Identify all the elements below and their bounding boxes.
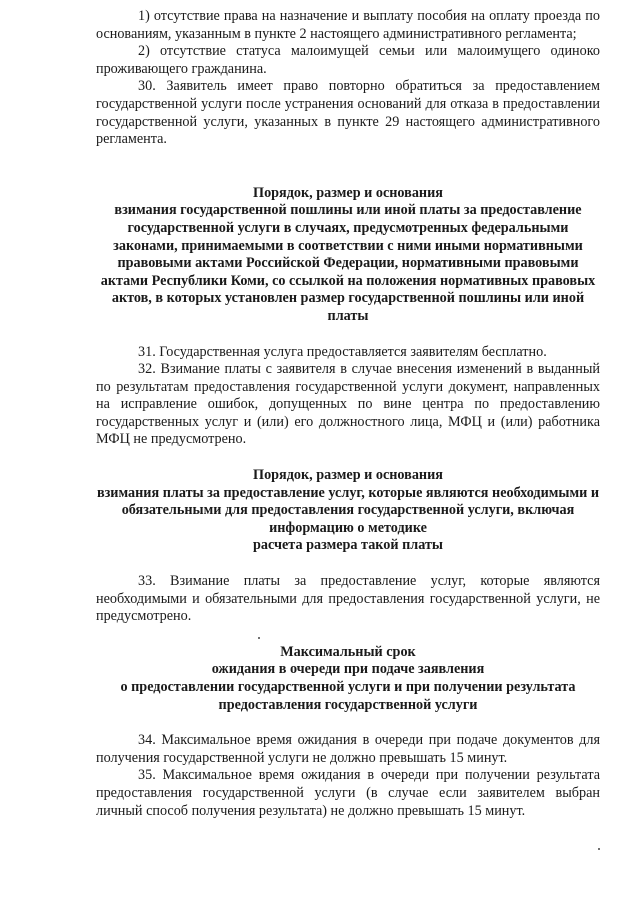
spacer: [96, 714, 600, 732]
heading-fee-procedure-title: Порядок, размер и основания: [253, 184, 443, 201]
paragraph-refusal-reason-1: 1) отсутствие права на назначение и выплату пособия на оплату проезда по основаниям, указанным в пункте 2 настоящего административного регламента;: [96, 8, 600, 42]
paragraph-refusal-reason-2: 2) отсутствие статуса малоимущей семьи или малоимущего одиноко проживающего гражданина.: [96, 43, 600, 77]
paragraph-33: 33. Взимание платы за предоставление услуг, которые являются необходимыми и обязательными для предоставления государственной услуги, не предусмотрено.: [96, 573, 600, 625]
paragraph-35: 35. Максимальное время ожидания в очереди при получении результата предоставления государственной услуги (в случае если заявителем выбран личный способ получения результата) не должно превышать 15 минут.: [96, 767, 600, 819]
paragraph-34: 34. Максимальное время ожидания в очереди при подаче документов для получения государственной услуги не должно превышать 15 минут.: [96, 732, 600, 766]
heading-max-wait-sub: ожидания в очереди при подаче заявления: [211, 661, 485, 678]
heading-max-wait-title: Максимальный срок: [280, 643, 416, 660]
paragraph-31: 31. Государственная услуга предоставляется заявителям бесплатно.: [138, 343, 547, 360]
heading-fee-procedure: [96, 185, 600, 326]
spacer: [96, 626, 600, 644]
heading-max-wait: [96, 644, 600, 714]
paragraph-30: 30. Заявитель имеет право повторно обратиться за предоставлением государственной услуги после устранения оснований для отказа в предоставлении государственной услуги, указанных в пункте 29 настоящего административного регламента.: [96, 78, 600, 148]
scan-speck: [258, 637, 260, 639]
heading-service-fee-body: взимания платы за предоставление услуг, которые являются необходимыми и обязательными для предоставления государственной услуги, включая информацию о методике: [96, 484, 600, 536]
scan-speck: [598, 848, 600, 850]
heading-max-wait-body: о предоставлении государственной услуги и при получении результата предоставления государственной услуги: [120, 679, 576, 713]
spacer: [96, 326, 600, 344]
heading-fee-procedure-body: взимания государственной пошлины или иной платы за предоставление государственной услуги в случаях, предусмотренных федеральными законами, принимаемыми в соответствии с ними иными нормативными правовыми актами Российской Федерации, нормативными правовыми актами Республики Коми, со ссылкой на положения нормативных правовых актов, в которых установлен размер государственной пошлины или иной платы: [100, 202, 596, 324]
spacer: [96, 149, 600, 185]
paragraph-32: 32. Взимание платы с заявителя в случае внесения изменений в выданный по результатам предоставления государственной услуги документ, направленных на исправление ошибок, допущенных по вине центра по предоставлению государственных услуг и (или) его должностного лица, МФЦ и (или) работника МФЦ не предусмотрено.: [96, 361, 600, 448]
document-page: [96, 8, 600, 820]
spacer: [96, 449, 600, 467]
heading-service-fee-title: Порядок, размер и основания: [253, 467, 443, 484]
heading-service-fee: [96, 467, 600, 555]
spacer: [96, 555, 600, 573]
heading-service-fee-tail: расчета размера такой платы: [253, 537, 443, 554]
